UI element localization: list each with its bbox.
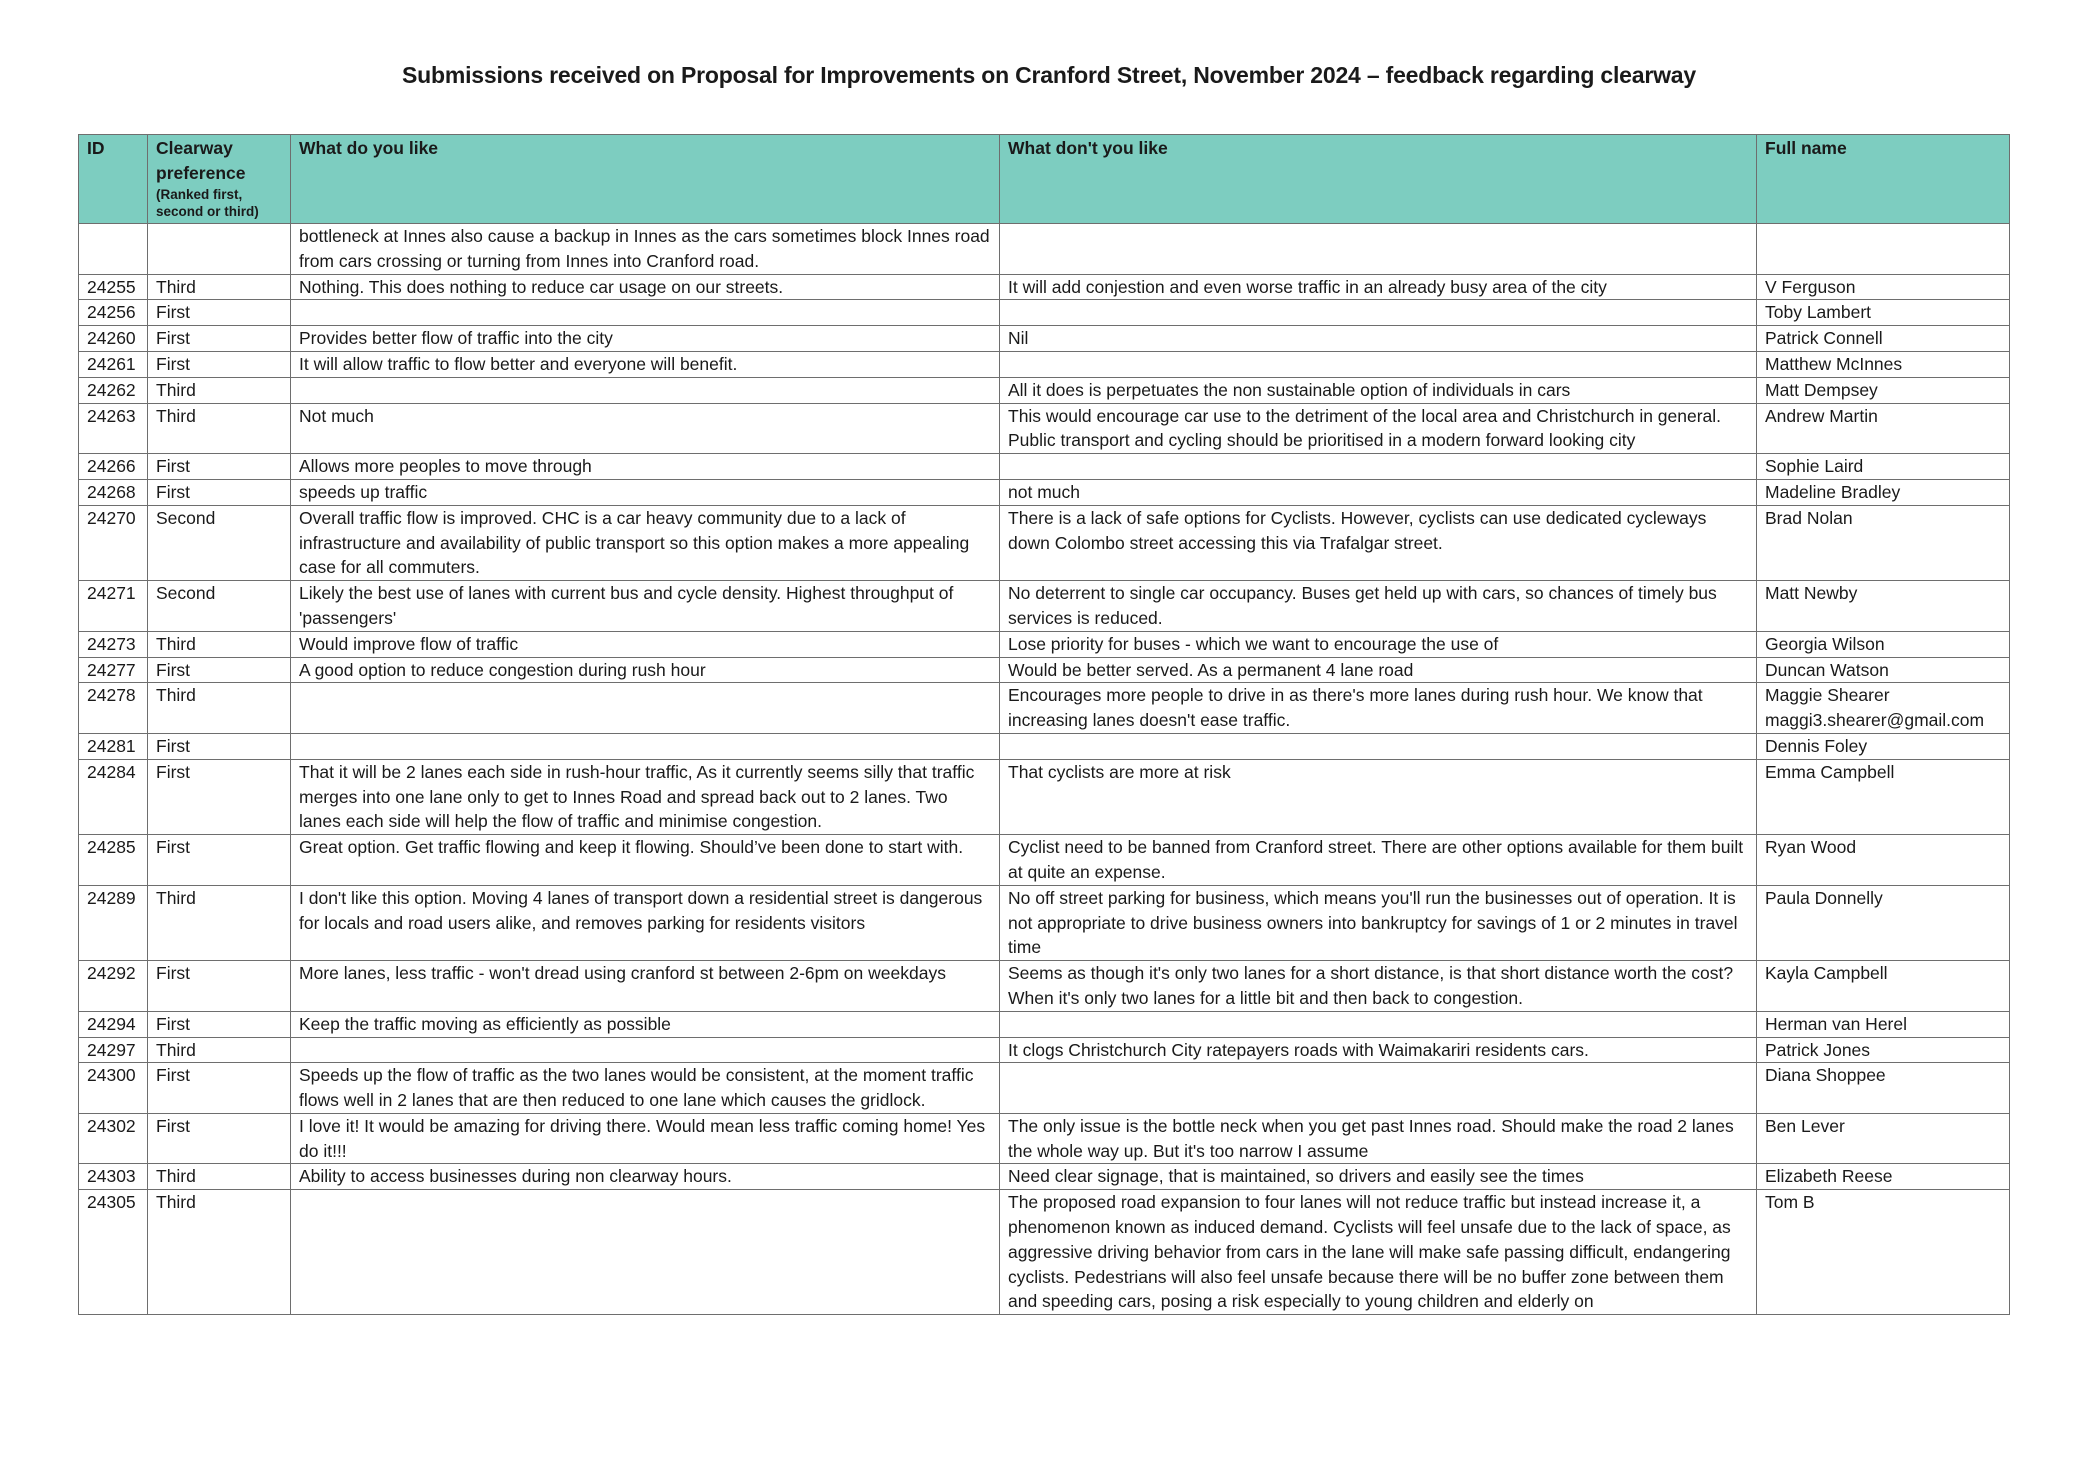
cell-preference: First [148,300,291,326]
cell-like: bottleneck at Innes also cause a backup in Innes as the cars sometimes block Innes road from cars crossing or turning from Innes into Cranford road. [291,224,1000,275]
cell-like [291,300,1000,326]
cell-like: A good option to reduce congestion during rush hour [291,657,1000,683]
cell-dislike [1000,1063,1757,1114]
cell-like: It will allow traffic to flow better and everyone will benefit. [291,351,1000,377]
table-row [79,835,2010,886]
table-row [79,224,2010,275]
table-row [79,300,2010,326]
cell-like [291,1037,1000,1063]
cell-id: 24284 [79,759,148,834]
cell-preference: First [148,1011,291,1037]
cell-name: Toby Lambert [1757,300,2010,326]
cell-id: 24278 [79,683,148,734]
cell-preference: First [148,961,291,1012]
cell-name: Brad Nolan [1757,505,2010,580]
table-row [79,759,2010,834]
header-preference-note: (Ranked first, second or third) [156,186,259,219]
cell-preference: Third [148,1037,291,1063]
cell-preference: First [148,1113,291,1164]
table-row [79,326,2010,352]
cell-dislike: No off street parking for business, which means you'll run the businesses out of operation. It is not appropriate to drive business owners into bankruptcy for savings of 1 or 2 minutes in travel time [1000,885,1757,960]
cell-like: Great option. Get traffic flowing and keep it flowing. Should’ve been done to start with. [291,835,1000,886]
cell-name: Matthew McInnes [1757,351,2010,377]
cell-like: More lanes, less traffic - won't dread using cranford st between 2-6pm on weekdays [291,961,1000,1012]
cell-name: Georgia Wilson [1757,631,2010,657]
cell-name: Dennis Foley [1757,733,2010,759]
cell-id: 24281 [79,733,148,759]
cell-like: Would improve flow of traffic [291,631,1000,657]
cell-name: Herman van Herel [1757,1011,2010,1037]
cell-id: 24263 [79,403,148,454]
table-row [79,274,2010,300]
cell-id [79,224,148,275]
cell-like: Speeds up the flow of traffic as the two lanes would be consistent, at the moment traffic flows well in 2 lanes that are then reduced to one lane which causes the gridlock. [291,1063,1000,1114]
cell-like: Nothing. This does nothing to reduce car usage on our streets. [291,274,1000,300]
cell-dislike: Lose priority for buses - which we want to encourage the use of [1000,631,1757,657]
cell-name: Duncan Watson [1757,657,2010,683]
header-id: ID [79,135,148,224]
table-row [79,377,2010,403]
table-body [79,224,2010,1315]
cell-dislike: Would be better served. As a permanent 4 lane road [1000,657,1757,683]
cell-dislike: It will add conjestion and even worse traffic in an already busy area of the city [1000,274,1757,300]
table-row [79,1011,2010,1037]
cell-like: Likely the best use of lanes with current bus and cycle density. Highest throughput of 'passengers' [291,581,1000,632]
cell-name: Matt Newby [1757,581,2010,632]
table-row [79,733,2010,759]
cell-name: Emma Campbell [1757,759,2010,834]
cell-id: 24271 [79,581,148,632]
table-row [79,403,2010,454]
cell-name: Matt Dempsey [1757,377,2010,403]
cell-id: 24273 [79,631,148,657]
table-row [79,683,2010,734]
cell-preference: First [148,479,291,505]
cell-dislike: No deterrent to single car occupancy. Buses get held up with cars, so chances of timely bus services is reduced. [1000,581,1757,632]
cell-id: 24268 [79,479,148,505]
table-row [79,1037,2010,1063]
cell-like: speeds up traffic [291,479,1000,505]
cell-preference: First [148,326,291,352]
cell-id: 24266 [79,454,148,480]
cell-like [291,733,1000,759]
table-row [79,1190,2010,1315]
table-row [79,505,2010,580]
table-row [79,1113,2010,1164]
cell-preference: Second [148,505,291,580]
cell-name: Madeline Bradley [1757,479,2010,505]
cell-like: Keep the traffic moving as efficiently as possible [291,1011,1000,1037]
table-row [79,657,2010,683]
cell-dislike: The only issue is the bottle neck when you get past Innes road. Should make the road 2 lanes the whole way up. But it's too narrow I assume [1000,1113,1757,1164]
table-row [79,961,2010,1012]
cell-preference: Third [148,631,291,657]
header-dislike: What don't you like [1000,135,1757,224]
cell-like [291,683,1000,734]
header-preference [148,135,291,224]
cell-id: 24262 [79,377,148,403]
cell-like: That it will be 2 lanes each side in rush-hour traffic, As it currently seems silly that traffic merges into one lane only to get to Innes Road and spread back out to 2 lanes. Two lanes each side will help the flow of traffic and minimise congestion. [291,759,1000,834]
cell-id: 24256 [79,300,148,326]
cell-name: Elizabeth Reese [1757,1164,2010,1190]
cell-name: Sophie Laird [1757,454,2010,480]
cell-name: Maggie Shearer maggi3.shearer@gmail.com [1757,683,2010,734]
table-row [79,631,2010,657]
cell-id: 24303 [79,1164,148,1190]
cell-like: Ability to access businesses during non clearway hours. [291,1164,1000,1190]
cell-name: Ben Lever [1757,1113,2010,1164]
cell-dislike: not much [1000,479,1757,505]
cell-name: Diana Shoppee [1757,1063,2010,1114]
cell-preference: Second [148,581,291,632]
header-preference-label: Clearway preference [156,138,246,183]
cell-name: Paula Donnelly [1757,885,2010,960]
cell-preference: First [148,351,291,377]
cell-dislike [1000,1011,1757,1037]
cell-name: Patrick Jones [1757,1037,2010,1063]
cell-name: Andrew Martin [1757,403,2010,454]
table-row [79,581,2010,632]
cell-preference [148,224,291,275]
cell-id: 24305 [79,1190,148,1315]
cell-preference: Third [148,1164,291,1190]
cell-name: V Ferguson [1757,274,2010,300]
header-like: What do you like [291,135,1000,224]
cell-dislike: Encourages more people to drive in as there's more lanes during rush hour. We know that increasing lanes doesn't ease traffic. [1000,683,1757,734]
cell-id: 24294 [79,1011,148,1037]
cell-preference: First [148,1063,291,1114]
cell-like: I don't like this option. Moving 4 lanes of transport down a residential street is dangerous for locals and road users alike, and removes parking for residents visitors [291,885,1000,960]
cell-dislike: All it does is perpetuates the non sustainable option of individuals in cars [1000,377,1757,403]
cell-id: 24289 [79,885,148,960]
cell-preference: First [148,835,291,886]
cell-id: 24277 [79,657,148,683]
cell-preference: Third [148,274,291,300]
cell-name [1757,224,2010,275]
cell-dislike: The proposed road expansion to four lanes will not reduce traffic but instead increase it, a phenomenon known as induced demand. Cyclists will feel unsafe due to the lack of space, as aggressive driving behavior from cars in the lane will make safe passing difficult, endangering cyclists. Pedestrians will also feel unsafe because there will be no buffer zone between them and speeding cars, posing a risk especially to young children and elderly on [1000,1190,1757,1315]
cell-dislike: Need clear signage, that is maintained, so drivers and easily see the times [1000,1164,1757,1190]
page-title: Submissions received on Proposal for Improvements on Cranford Street, November 2024 – feedback regarding clearway [402,62,1696,88]
cell-id: 24270 [79,505,148,580]
table-row [79,351,2010,377]
cell-id: 24255 [79,274,148,300]
cell-id: 24285 [79,835,148,886]
cell-preference: First [148,759,291,834]
cell-dislike: Cyclist need to be banned from Cranford street. There are other options available for them built at quite an expense. [1000,835,1757,886]
cell-preference: First [148,733,291,759]
cell-dislike [1000,300,1757,326]
cell-preference: First [148,454,291,480]
cell-dislike: There is a lack of safe options for Cyclists. However, cyclists can use dedicated cycleways down Colombo street accessing this via Trafalgar street. [1000,505,1757,580]
cell-preference: Third [148,683,291,734]
header-name: Full name [1757,135,2010,224]
cell-like: Overall traffic flow is improved. CHC is a car heavy community due to a lack of infrastructure and availability of public transport so this option makes a more appealing case for all commuters. [291,505,1000,580]
cell-id: 24300 [79,1063,148,1114]
table-row [79,479,2010,505]
submissions-table [78,134,2010,1315]
cell-id: 24297 [79,1037,148,1063]
header-row [79,135,2010,224]
cell-dislike [1000,351,1757,377]
cell-id: 24292 [79,961,148,1012]
cell-preference: Third [148,377,291,403]
cell-dislike [1000,224,1757,275]
cell-dislike: Nil [1000,326,1757,352]
cell-like [291,377,1000,403]
cell-dislike: Seems as though it's only two lanes for a short distance, is that short distance worth the cost? When it's only two lanes for a little bit and then back to congestion. [1000,961,1757,1012]
cell-name: Kayla Campbell [1757,961,2010,1012]
cell-like: Not much [291,403,1000,454]
table-row [79,1164,2010,1190]
cell-dislike [1000,454,1757,480]
table-row [79,1063,2010,1114]
cell-id: 24260 [79,326,148,352]
cell-id: 24302 [79,1113,148,1164]
cell-preference: Third [148,1190,291,1315]
table-row [79,454,2010,480]
cell-like: I love it! It would be amazing for driving there. Would mean less traffic coming home! Yes do it!!! [291,1113,1000,1164]
cell-dislike: That cyclists are more at risk [1000,759,1757,834]
cell-like [291,1190,1000,1315]
cell-id: 24261 [79,351,148,377]
table-row [79,885,2010,960]
cell-dislike: This would encourage car use to the detriment of the local area and Christchurch in general. Public transport and cycling should be prioritised in a modern forward looking city [1000,403,1757,454]
cell-preference: Third [148,885,291,960]
cell-name: Tom B [1757,1190,2010,1315]
cell-name: Patrick Connell [1757,326,2010,352]
cell-dislike: It clogs Christchurch City ratepayers roads with Waimakariri residents cars. [1000,1037,1757,1063]
cell-preference: First [148,657,291,683]
cell-preference: Third [148,403,291,454]
cell-name: Ryan Wood [1757,835,2010,886]
cell-dislike [1000,733,1757,759]
cell-like: Provides better flow of traffic into the city [291,326,1000,352]
cell-like: Allows more peoples to move through [291,454,1000,480]
